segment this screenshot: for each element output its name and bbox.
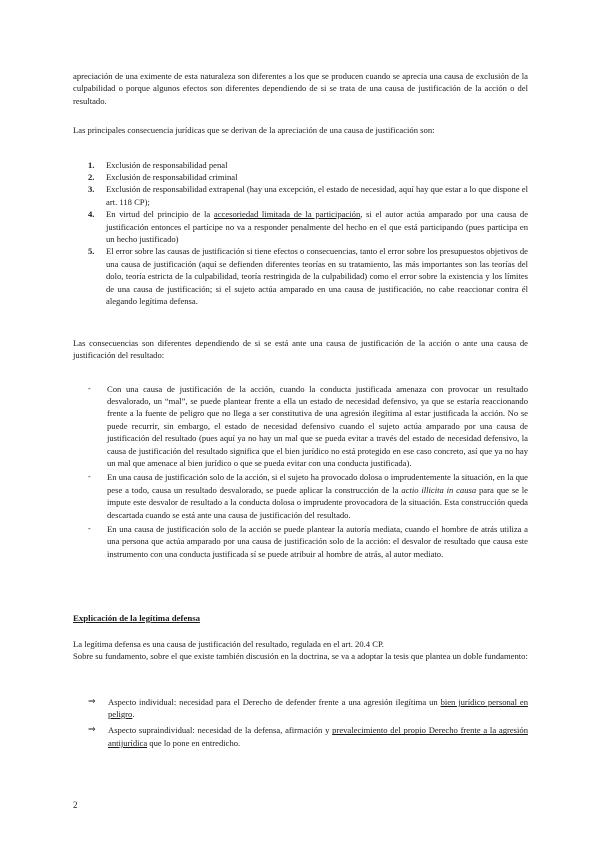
- double-arrow-icon: ⇒: [88, 696, 96, 707]
- principales-paragraph: Las principales consecuencia jurídicas que se derivan de la apreciación de una causa de justificación son:: [73, 125, 435, 135]
- list-item: - En una causa de justificación solo de la acción se puede plantear la autoría mediata, cuando el hombre de atrás utiliza a una persona que actúa amparado por una causa de justificación solo de la acción: el desvalor de resultado que causa este instrumento con una conducta justificada sí se puede atribuir al hombre de atrás, al autor mediato.: [88, 524, 528, 559]
- defensa-line-1: La legítima defensa es una causa de justificación del resultado, regulada en el art. 20.4 CP.: [73, 639, 384, 649]
- numbered-list: [88, 159, 528, 308]
- consecuencias-paragraph: Las consecuencias son diferentes dependiendo de si se está ante una causa de justificación de la acción o ante una causa de justificación del resultado:: [73, 338, 528, 361]
- arrow-list: [88, 696, 528, 754]
- underlined-term: prevalecimiento del propio Derecho frente a la agresión antijurídica: [108, 725, 528, 748]
- list-item: 2. Exclusión de responsabilidad criminal: [88, 172, 238, 182]
- list-item: ⇒ Aspecto supraindividual: necesidad de la defensa, afirmación y prevalecimiento del propio Derecho frente a la agresión antijurídica que lo pone en entredicho.: [88, 725, 528, 748]
- list-item: - Con una causa de justificación de la acción, cuando la conducta justificada amenaza con provocar un resultado desvalorado, un “mal”, se puede plantear frente a ella un estado de necesidad defensivo, ya que se estaría reaccionando frente a la fuente de peligro que no llega a ser constitutiva de una agresión ilegítima al estar justificada la acción. No se puede recurrir, sin embargo, el estado de necesidad defensivo cuando el sujeto actúa amparado por una causa de justificación del resultado (pues aquí ya no hay un mal que se pueda evitar a través del estado de necesidad defensivo, la causa de justificación del resultado significa que el bien jurídico no está protegido en ese caso concreto, así que ya no hay un mal que amenace al bien jurídico o que se pueda evitar con una conducta justificada).: [88, 383, 528, 469]
- italic-term: actio illicita in causa: [401, 484, 477, 495]
- underlined-term: bien jurídico personal en peligro: [108, 696, 528, 719]
- list-item: ⇒ Aspecto individual: necesidad para el Derecho de defender frente a una agresión ilegítima un bien jurídico personal en peligro.: [88, 696, 528, 719]
- defensa-line-2: Sobre su fundamento, sobre el que existe también discusión en la doctrina, se va a adoptar la tesis que plantea un doble fundamento:: [73, 651, 528, 662]
- intro-paragraph: apreciación de una eximente de esta naturaleza son diferentes a los que se producen cuando se aprecia una causa de exclusión de la culpabilidad o porque algunos efectos son diferentes dependiendo de si se trata de una causa de justificación de la acción o del resultado.: [73, 71, 528, 106]
- list-item: 5. El error sobre las causas de justificación si tiene efectos o consecuencias, tanto el error sobre los presupuestos objetivos de una causa de justificación (aquí se defienden diferentes teorías en su tratamiento, las más importantes son las teorías del dolo, teoría estricta de la culpabilidad, teoría restringida de la culpabilidad) como el error sobre la existencia y los límites de una causa de justificación; si el sujeto actúa amparado en una causa de justificación, no cabe reaccionar contra él alegando legítima defensa.: [88, 246, 528, 307]
- underlined-term: accesoriedad limitada de la participación: [213, 209, 361, 220]
- dash-bullet-icon: -: [88, 383, 91, 393]
- double-arrow-icon: ⇒: [88, 725, 96, 736]
- list-item: 4. En virtud del principio de la accesoriedad limitada de la participación, si el autor actúa amparado por una causa de justificación entonces el partícipe no va a responder penalmente del hecho en el que está participando (pues participa en un hecho justificado): [88, 209, 529, 245]
- dash-list: [88, 383, 528, 563]
- list-item: 3. Exclusión de responsabilidad extrapenal (hay una excepción, el estado de necesidad, aquí hay que estar a lo que dispone el art. 118 CP);: [88, 184, 528, 207]
- list-item: - En una causa de justificación solo de la acción, si el sujeto ha provocado dolosa o imprudentemente la situación, en la que pese a todo, causa un resultado desvalorado, se puede aplicar la construcción de la actio illicita in causa para que se le impute este desvalor de resultado a la conducta dolosa o imprudente provocadora de la situación. Esta construcción queda descartada cuando se está ante una causa de justificación del resultado.: [88, 472, 528, 520]
- section-heading: Explicación de la legítima defensa: [73, 613, 201, 623]
- list-item: 1. Exclusión de responsabilidad penal: [88, 159, 228, 170]
- dash-bullet-icon: -: [88, 524, 91, 534]
- page-number: 2: [73, 800, 78, 810]
- defensa-paragraph: [73, 638, 528, 663]
- dash-bullet-icon: -: [88, 472, 91, 482]
